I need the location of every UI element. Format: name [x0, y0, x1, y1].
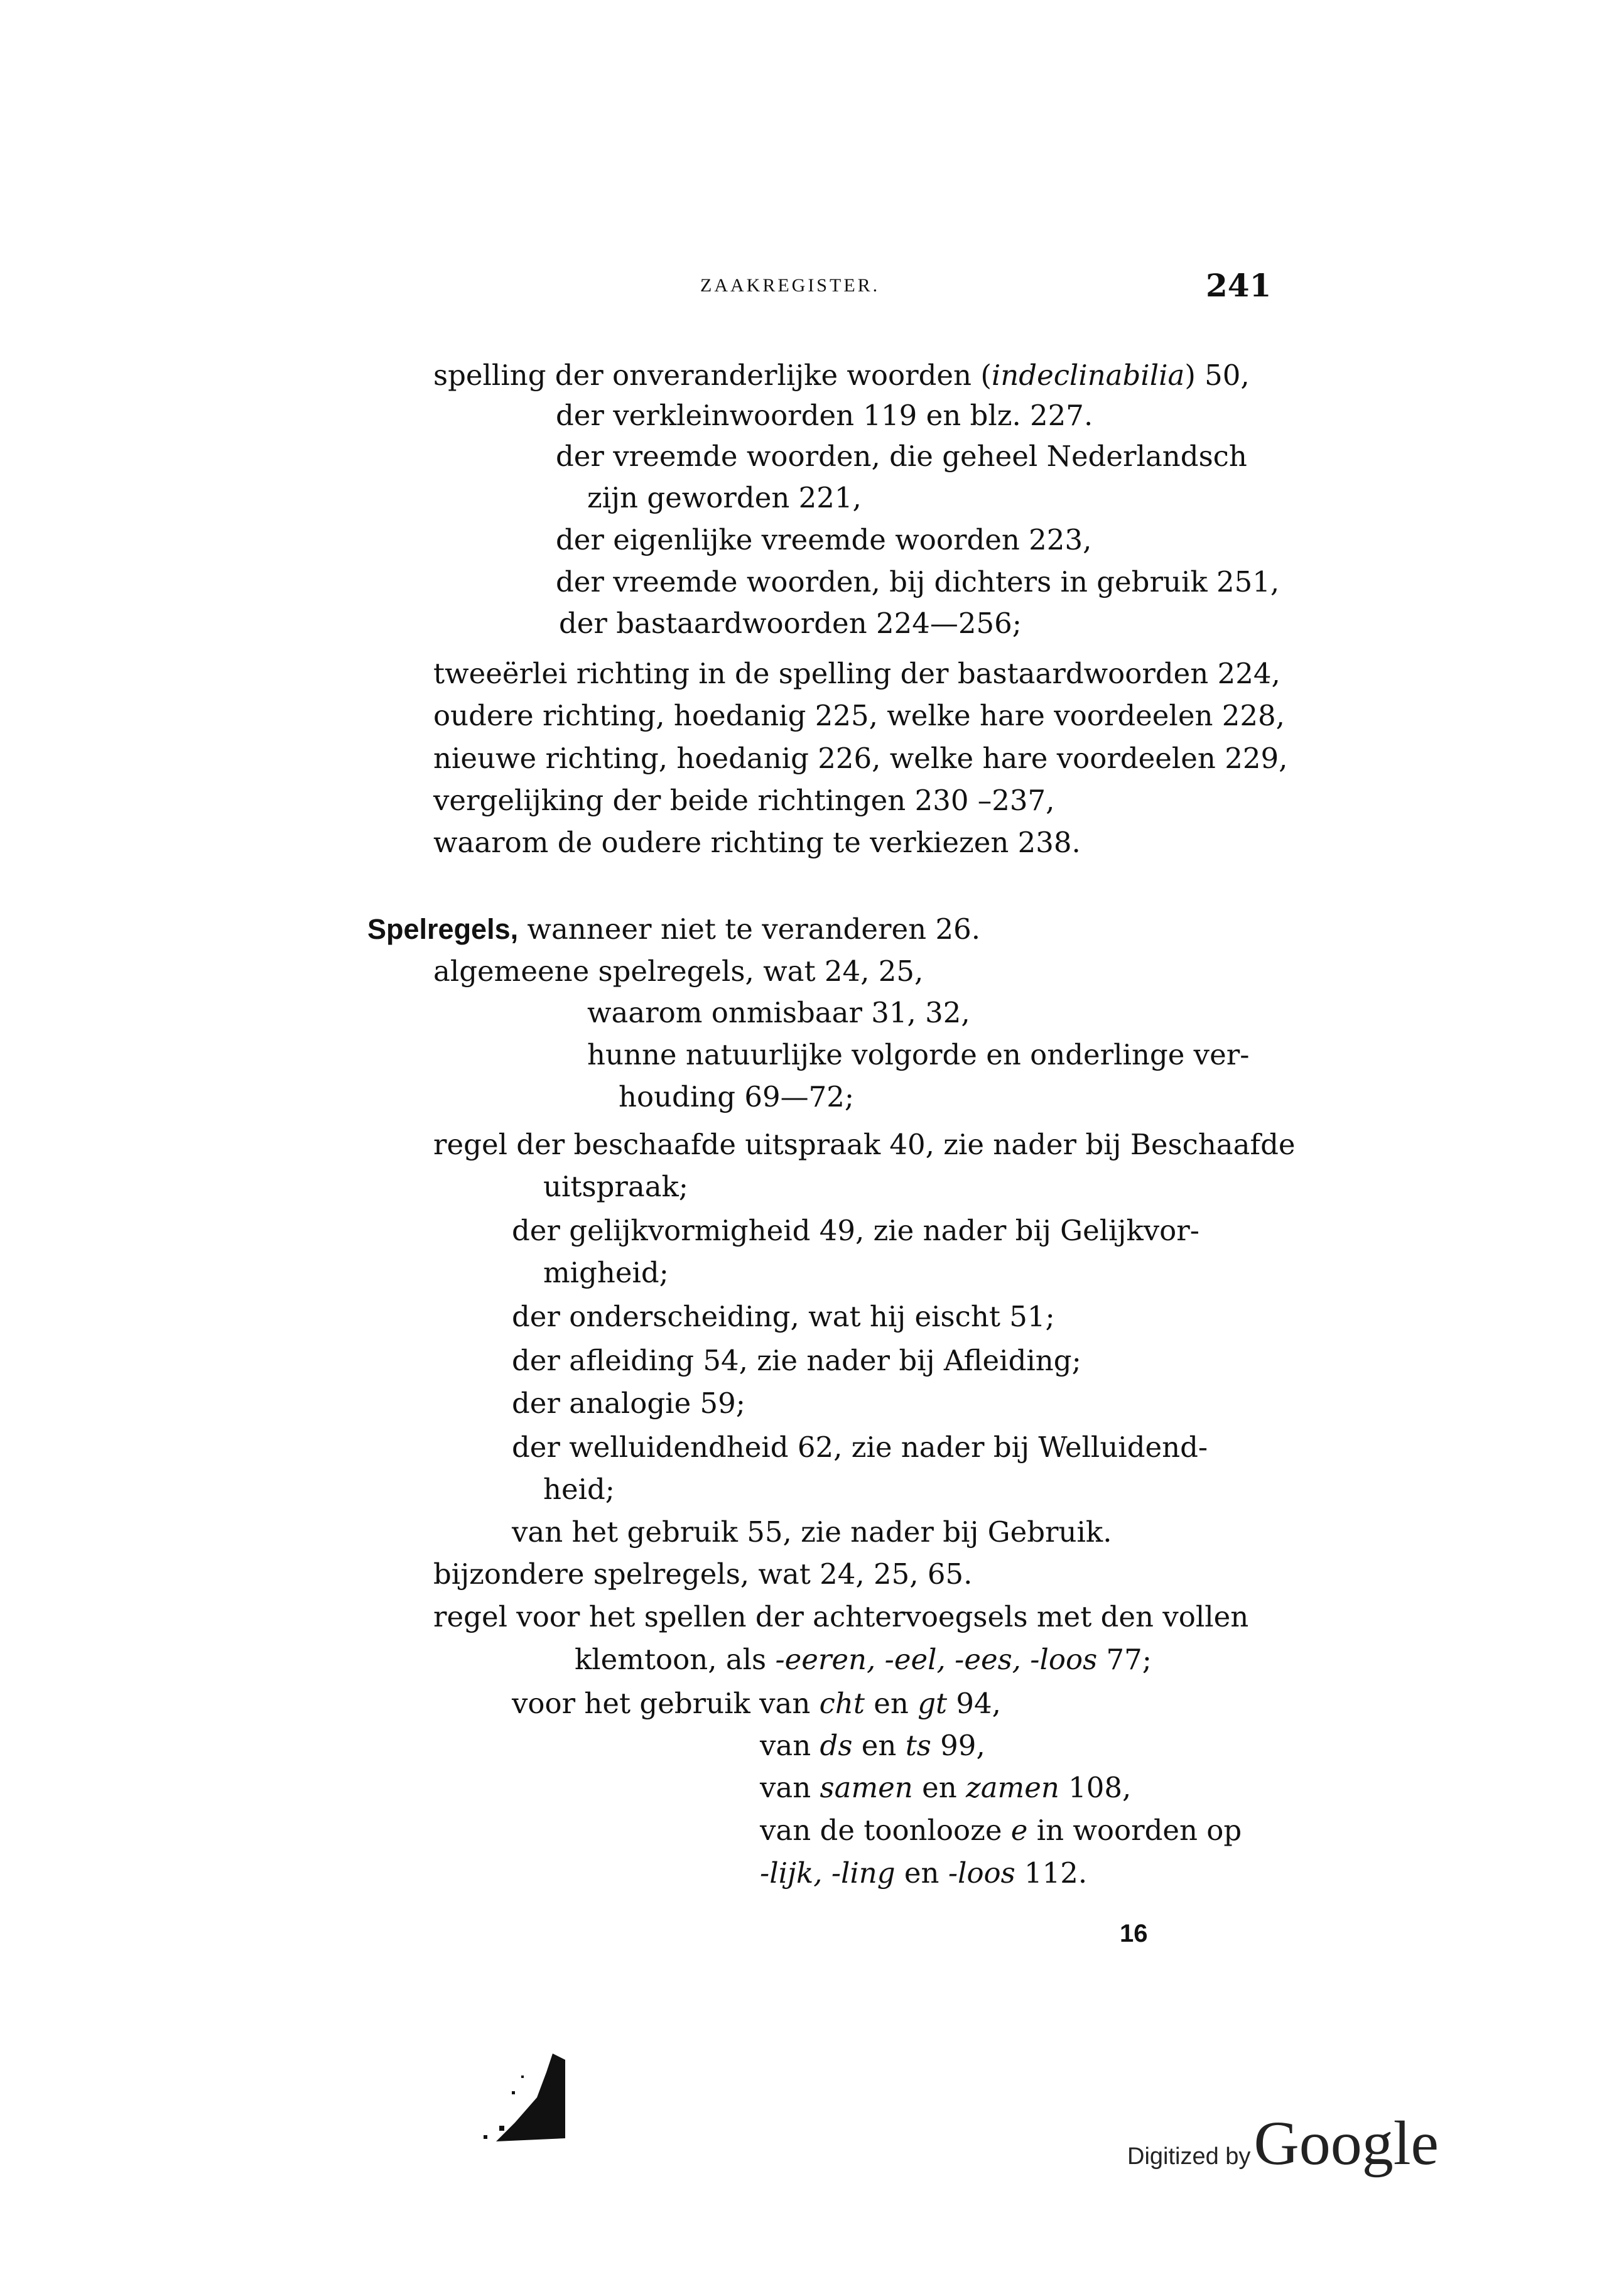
index-line: bijzondere spelregels, wat 24, 25, 65. — [433, 1557, 973, 1591]
index-line: oudere richting, hoedanig 225, welke hare voordeelen 228, — [433, 699, 1285, 732]
index-line: der eigenlijke vreemde woorden 223, — [556, 523, 1092, 556]
index-entry-heading: Spelregels, wanneer niet te veranderen 26. — [367, 912, 981, 946]
index-line: klemtoon, als -eeren, -eel, -ees, -loos 77; — [575, 1643, 1152, 1676]
index-line: der vreemde woorden, bij dichters in gebruik 251, — [556, 565, 1280, 598]
index-line: der afleiding 54, zie nader bij Afleiding; — [512, 1344, 1081, 1377]
running-header: ZAAKREGISTER. — [700, 275, 880, 296]
index-line: uitspraak; — [543, 1170, 688, 1203]
index-line: der gelijkvormigheid 49, zie nader bij Gelijkvor- — [512, 1214, 1199, 1247]
ink-blot-decoration — [477, 2054, 565, 2141]
index-line: der welluidendheid 62, zie nader bij Welluidend- — [512, 1431, 1208, 1464]
watermark-prefix: Digitized by — [1127, 2143, 1251, 2170]
index-line: nieuwe richting, hoedanig 226, welke hare voordeelen 229, — [433, 742, 1288, 775]
google-logo: Google — [1253, 2108, 1439, 2178]
index-line: heid; — [543, 1473, 615, 1506]
index-line: van het gebruik 55, zie nader bij Gebruik. — [512, 1515, 1112, 1549]
index-line: der onderscheiding, wat hij eischt 51; — [512, 1300, 1055, 1333]
digitized-watermark — [1127, 2107, 1439, 2179]
index-line: tweeërlei richting in de spelling der bastaardwoorden 224, — [433, 657, 1280, 690]
index-line: vergelijking der beide richtingen 230 –237, — [433, 784, 1055, 817]
index-line: -lijk, -ling en -loos 112. — [760, 1856, 1088, 1890]
index-line: der analogie 59; — [512, 1387, 745, 1420]
index-line: migheid; — [543, 1256, 669, 1289]
index-line: van de toonlooze e in woorden op — [760, 1814, 1242, 1847]
index-line: hunne natuurlijke volgorde en onderlinge ver- — [587, 1038, 1250, 1071]
index-line: algemeene spelregels, wat 24, 25, — [433, 955, 924, 988]
index-line: regel voor het spellen der achtervoegsels met den vollen — [433, 1600, 1249, 1633]
index-line: der verkleinwoorden 119 en blz. 227. — [556, 399, 1093, 432]
index-line: zijn geworden 221, — [587, 481, 862, 514]
index-line: houding 69—72; — [619, 1080, 855, 1113]
index-line: voor het gebruik van cht en gt 94, — [512, 1687, 1001, 1720]
index-line: van samen en zamen 108, — [760, 1771, 1132, 1804]
index-line: waarom de oudere richting te verkiezen 238. — [433, 826, 1081, 859]
index-line: spelling der onveranderlijke woorden (indeclinabilia) 50, — [433, 359, 1250, 392]
index-line: waarom onmisbaar 31, 32, — [587, 996, 970, 1029]
index-line: van ds en ts 99, — [760, 1729, 985, 1762]
page-number: 241 — [1206, 267, 1272, 304]
index-line: regel der beschaafde uitspraak 40, zie nader bij Beschaafde — [433, 1128, 1296, 1161]
signature-mark: 16 — [1120, 1920, 1148, 1947]
index-line: der bastaardwoorden 224—256; — [559, 607, 1022, 640]
index-line: der vreemde woorden, die geheel Nederlandsch — [556, 440, 1247, 473]
